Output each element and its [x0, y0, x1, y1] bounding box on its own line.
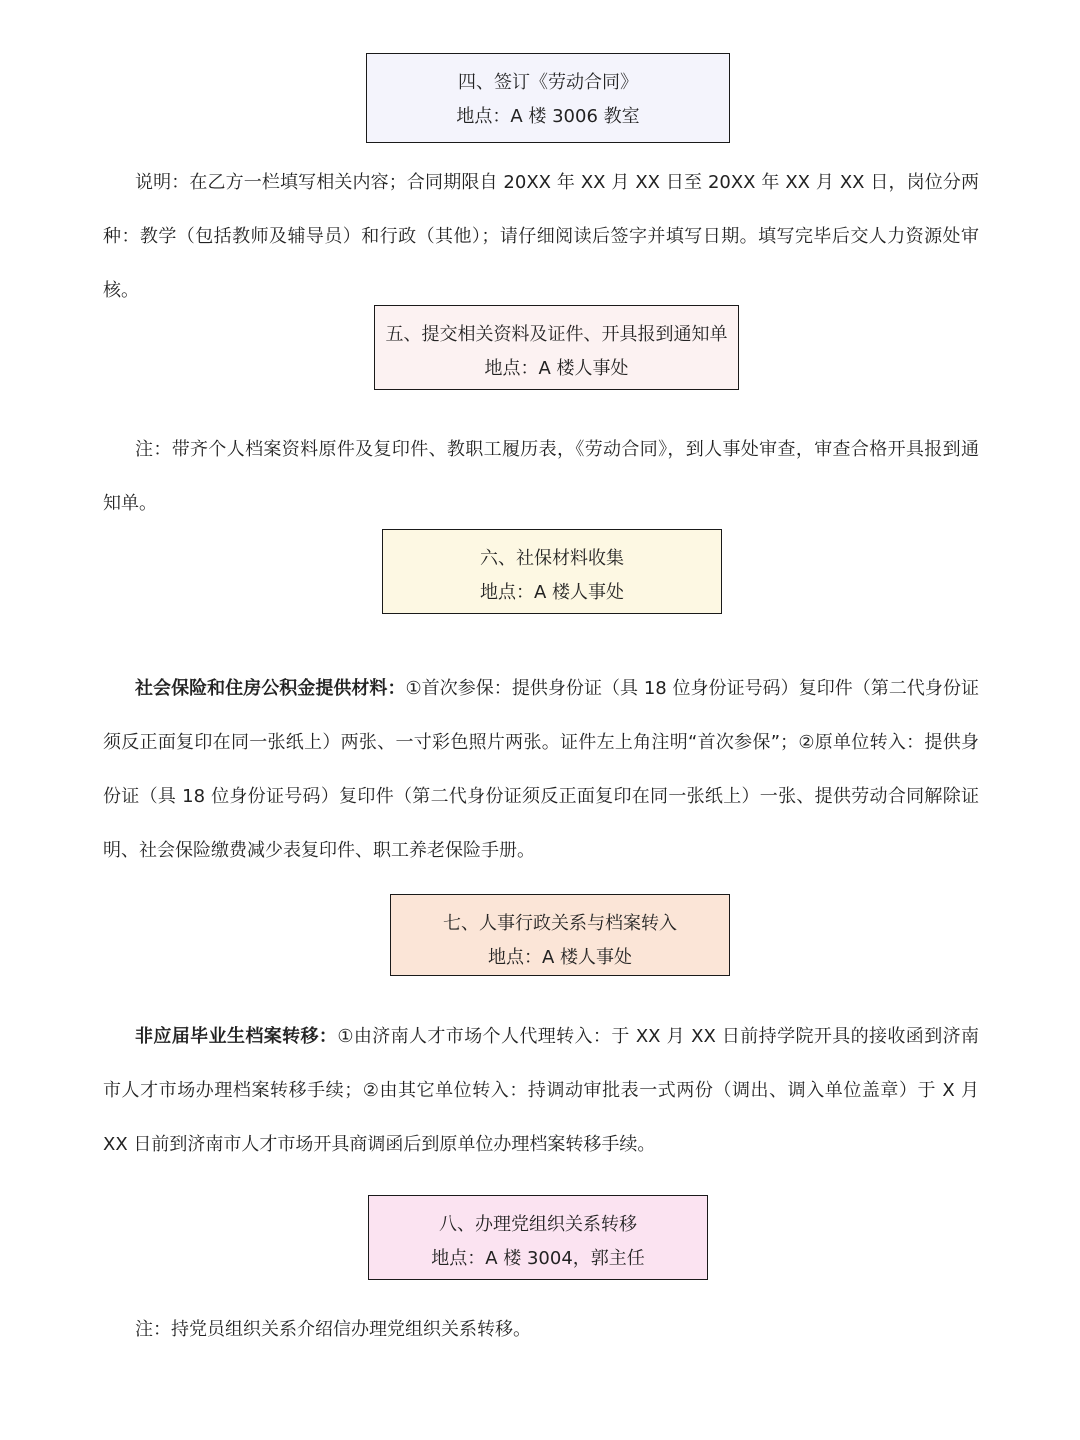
- step-box-social-security: [382, 529, 722, 614]
- step-location: 地点：A 楼 3006 教室: [456, 106, 640, 127]
- step-title: 五、提交相关资料及证件、开具报到通知单: [385, 324, 728, 345]
- archive-note: [103, 1010, 979, 1172]
- step-location: 地点：A 楼人事处: [484, 358, 629, 379]
- step-location: 地点：A 楼 3004，郭主任: [431, 1248, 645, 1269]
- social-security-note: [103, 662, 979, 878]
- step-title: 四、签订《劳动合同》: [458, 72, 638, 93]
- step-box-contract: [366, 53, 730, 143]
- step-title: 八、办理党组织关系转移: [439, 1214, 637, 1235]
- step-location: 地点：A 楼人事处: [487, 947, 633, 968]
- contract-note: 说明：在乙方一栏填写相关内容；合同期限自 20XX 年 XX 月 XX 日至 20XX 年 XX 月 XX 日，岗位分两种：教学（包括教师及辅导员）和行政（其他）；请仔细阅读后签字并填写日期。填写完毕后交人力资源处审核。: [103, 172, 979, 301]
- step-location: 地点：A 楼人事处: [479, 582, 625, 603]
- step-box-archive: [390, 894, 730, 976]
- party-note: 注：持党员组织关系介绍信办理党组织关系转移。: [135, 1319, 531, 1340]
- step-title: 七、人事行政关系与档案转入: [443, 913, 677, 934]
- step-box-documents: [374, 305, 739, 390]
- step-title: 六、社保材料收集: [480, 548, 624, 569]
- documents-note: 注：带齐个人档案资料原件及复印件、教职工履历表，《劳动合同》，到人事处审查，审查合格开具报到通知单。: [103, 439, 979, 514]
- social-security-label: 社会保险和住房公积金提供材料：: [135, 678, 406, 699]
- archive-label: 非应届毕业生档案转移：: [135, 1026, 338, 1047]
- social-security-text: ①首次参保：提供身份证（具 18 位身份证号码）复印件（第二代身份证须反正面复印在同一张纸上）两张、一寸彩色照片两张。证件左上角注明“首次参保”；②原单位转入：提供身份证（具 18 位身份证号码）复印件（第二代身份证须反正面复印在同一张纸上）一张、提供劳动合同解除证明、社会保险缴费减少表复印件、职工养老保险手册。: [103, 678, 980, 861]
- step-box-party: [368, 1195, 708, 1280]
- archive-text: ①由济南人才市场个人代理转入：于 XX 月 XX 日前持学院开具的接收函到济南市人才市场办理档案转移手续；②由其它单位转入：持调动审批表一式两份（调出、调入单位盖章）于 X 月 XX 日前到济南市人才市场开具商调函后到原单位办理档案转移手续。: [103, 1026, 979, 1155]
